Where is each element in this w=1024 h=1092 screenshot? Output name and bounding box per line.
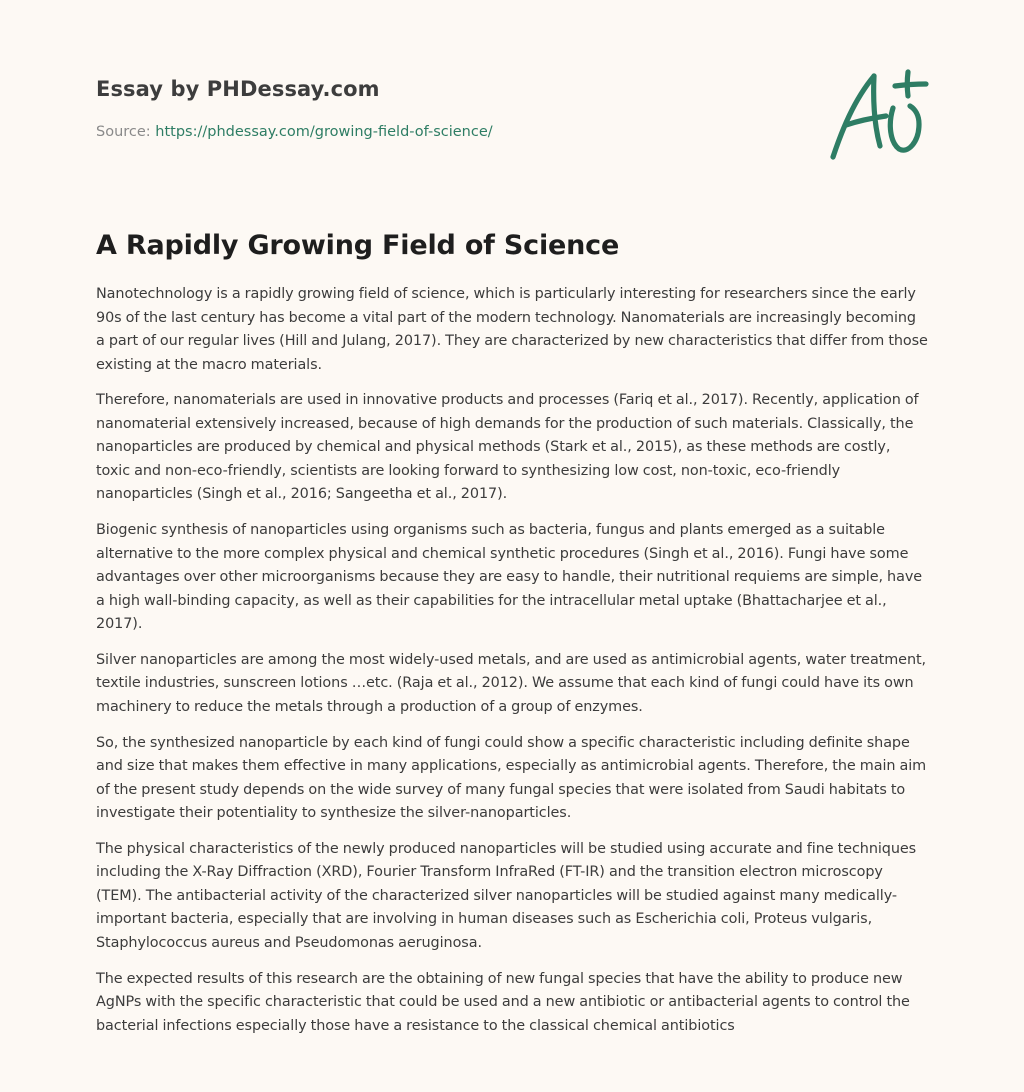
essay-title: A Rapidly Growing Field of Science (96, 230, 620, 261)
source-line (96, 124, 493, 140)
essay-paragraph: The expected results of this research are the obtaining of new fungal species that have the ability to produce new AgNPs with the specific characteristic that could be used and a new antibiotic or antibacterial agents to control the bacterial infections especially those have a resistance to the classical chemical antibiotics (96, 970, 910, 1034)
brand-title: Essay by PHDessay.com (96, 77, 380, 101)
essay-paragraph: So, the synthesized nanoparticle by each kind of fungi could show a specific characteristic including definite shape and size that makes them effective in many applications, especially as antimicrobial agents. Therefore, the main aim of the present study depends on the wide survey of many fungal species that were isolated from Saudi habitats to investigate their potentiality to synthesize the silver-nanoparticles. (96, 734, 927, 822)
essay-paragraph: The physical characteristics of the newly produced nanoparticles will be studied using accurate and fine techniques including the X-Ray Diffraction (XRD), Fourier Transform InfraRed (FT-IR) and the transition electron microscopy (TEM). The antibacterial activity of the characterized silver nanoparticles will be studied against many medically-important bacteria, especially that are involving in human diseases such as Escherichia coli, Proteus vulgaris, Staphylococcus aureus and Pseudomonas aeruginosa. (96, 840, 917, 951)
source-link[interactable]: https://phdessay.com/growing-field-of-science/ (155, 124, 493, 140)
site-header (96, 0, 928, 200)
essay-paragraph: Nanotechnology is a rapidly growing field of science, which is particularly interesting for researchers since the early 90s of the last century has become a vital part of the modern technology. Nanomaterials are increasingly becoming a part of our regular lives (Hill and Julang, 2017). They are characterized by new characteristics that differ from those existing at the macro materials. (96, 286, 928, 373)
essay-paragraph: Silver nanoparticles are among the most widely-used metals, and are used as antimicrobial agents, water treatment, textile industries, sunscreen lotions …etc. (Raja et al., 2012). We assume that each kind of fungi could have its own machinery to reduce the metals through a production of a group of enzymes. (96, 651, 927, 715)
essay-paragraph: Therefore, nanomaterials are used in innovative products and processes (Fariq et al., 2017). Recently, application of nanomaterial extensively increased, because of high demands for the production of such materials. Classically, the nanoparticles are produced by chemical and physical methods (Stark et al., 2015), as these methods are costly, toxic and non-eco-friendly, scientists are looking forward to synthesizing low cost, non-toxic, eco-friendly nanoparticles (Singh et al., 2016; Sangeetha et al., 2017). (96, 392, 919, 503)
a-plus-logo-icon (828, 68, 932, 164)
essay-paragraph: Biogenic synthesis of nanoparticles using organisms such as bacteria, fungus and plants emerged as a suitable alternative to the more complex physical and chemical synthetic procedures (Singh et al., 2016). Fungi have some advantages over other microorganisms because they are easy to handle, their nutritional requiems are simple, have a high wall-binding capacity, as well as their capabilities for the intracellular metal uptake (Bhattacharjee et al., 2017). (96, 522, 923, 633)
essay-main (96, 229, 928, 1038)
source-label: Source: (96, 124, 156, 140)
essay-content (96, 283, 928, 1038)
